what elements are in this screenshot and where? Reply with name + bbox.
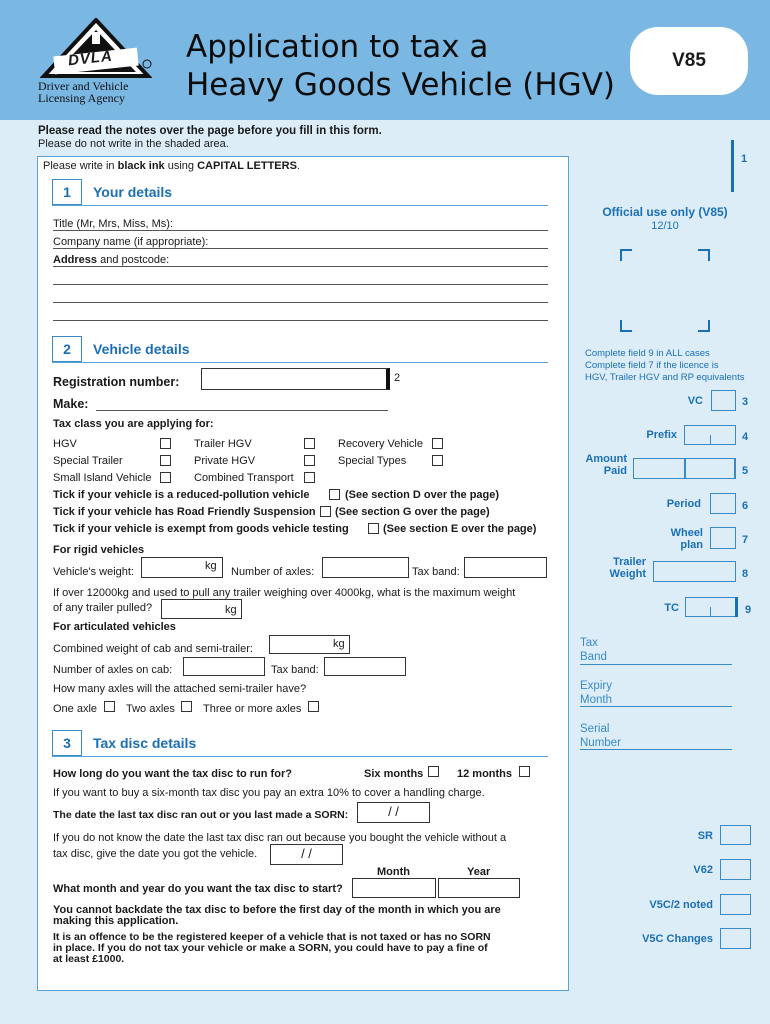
class-private-hgv-label: Private HGV — [194, 455, 256, 467]
period-box[interactable] — [710, 493, 736, 514]
trailer-weight-question-2: of any trailer pulled? — [53, 602, 153, 614]
v5c-changes-label: V5C Changes — [642, 933, 713, 945]
v5c2-label: V5C/2 noted — [649, 899, 713, 911]
registration-input[interactable] — [201, 368, 390, 390]
official-top-marker — [731, 140, 734, 192]
registration-field-num: 2 — [394, 372, 401, 384]
tick-exempt-ref: (See section E over the page) — [383, 523, 537, 535]
six-month-note: If you want to buy a six-month tax disc you pay an extra 10% to cover a handling charge. — [53, 787, 485, 799]
one-axle-label: One axle — [53, 703, 98, 715]
tc-num: 9 — [745, 604, 752, 616]
tick-reduced-pollution-ref: (See section D over the page) — [345, 489, 500, 501]
tick-exempt-label: Tick if your vehicle is exempt from goods vehicle testing — [53, 523, 349, 535]
offence-note-2: in place. If you do not tax your vehicle or make a SORN, you could have to pay a fine of — [53, 942, 488, 954]
semi-axles-question: How many axles will the attached semi-trailer have? — [53, 683, 307, 695]
road-friendly-checkbox[interactable] — [320, 506, 331, 517]
section-1-number: 1 — [52, 179, 82, 205]
amount-paid-label: Amount Paid — [585, 453, 627, 477]
class-recovery-label: Recovery Vehicle — [338, 438, 423, 450]
make-label: Make: — [53, 397, 89, 411]
section-2-number: 2 — [52, 336, 82, 362]
three-axles-checkbox[interactable] — [308, 701, 319, 712]
v5c-changes-box[interactable] — [720, 928, 751, 949]
section-2-rule — [52, 362, 548, 363]
stamp-corner-br-icon — [698, 320, 710, 332]
v62-label: V62 — [693, 864, 713, 876]
agency-line2: Licensing Agency — [38, 91, 125, 105]
class-hgv-label: HGV — [53, 438, 77, 450]
tick-road-friendly-label: Tick if your vehicle has Road Friendly Suspension — [53, 506, 316, 518]
class-combined-label: Combined Transport — [194, 472, 294, 484]
tc-marker — [735, 597, 738, 617]
address-field-2[interactable] — [53, 284, 548, 285]
rigid-heading: For rigid vehicles — [53, 544, 145, 556]
combined-weight-label: Combined weight of cab and semi-trailer: — [53, 643, 253, 655]
section-3-title: Tax disc details — [93, 735, 197, 751]
wheel-plan-label: Wheel plan — [670, 527, 703, 551]
tax-band-official-line[interactable] — [580, 664, 732, 665]
address-label: Address and postcode: — [53, 254, 170, 266]
title-line1: Application to tax a — [186, 29, 489, 65]
six-months-checkbox[interactable] — [428, 766, 439, 777]
three-axles-label: Three or more axles — [203, 703, 302, 715]
official-heading: Official use only (V85) — [602, 205, 728, 219]
trailer-weight-official-num: 8 — [742, 568, 749, 580]
tax-band-input[interactable] — [464, 557, 547, 578]
tax-class-label: Tax class you are applying for: — [53, 418, 214, 430]
tc-label: TC — [664, 602, 679, 614]
start-month-input[interactable] — [352, 878, 436, 898]
class-trailer-hgv-checkbox[interactable] — [304, 438, 315, 449]
section-3-number: 3 — [52, 730, 82, 756]
cab-axles-input[interactable] — [183, 657, 265, 676]
two-axles-checkbox[interactable] — [181, 701, 192, 712]
official-note-1: Complete field 9 in ALL cases — [585, 348, 710, 359]
twelve-months-checkbox[interactable] — [519, 766, 530, 777]
reduced-pollution-checkbox[interactable] — [329, 489, 340, 500]
sorn-date-input[interactable]: / / — [357, 802, 430, 823]
agency-line1: Driver and Vehicle — [38, 79, 129, 93]
official-note-3: HGV, Trailer HGV and RP equivalents — [585, 372, 745, 383]
amount-divider — [684, 458, 686, 479]
trailer-weight-official-label: Trailer Weight — [609, 556, 646, 580]
artic-heading: For articulated vehicles — [53, 621, 176, 633]
class-small-island-label: Small Island Vehicle — [53, 472, 152, 484]
six-months-label: Six months — [364, 768, 424, 780]
backdate-note-2: making this application. — [53, 915, 179, 927]
period-num: 6 — [742, 500, 749, 512]
tick-reduced-pollution-label: Tick if your vehicle is a reduced-pollution vehicle — [53, 489, 310, 501]
address-field-3[interactable] — [53, 302, 548, 303]
exempt-checkbox[interactable] — [368, 523, 379, 534]
class-special-types-label: Special Types — [338, 455, 407, 467]
tax-band-2-input[interactable] — [324, 657, 406, 676]
section-1-title: Your details — [93, 184, 173, 200]
company-field[interactable] — [53, 248, 548, 249]
trailer-weight-question: If over 12000kg and used to pull any trailer weighing over 4000kg, what is the maximum weight — [53, 587, 516, 599]
v62-box[interactable] — [720, 859, 751, 880]
class-recovery-checkbox[interactable] — [432, 438, 443, 449]
prefix-label: Prefix — [646, 429, 677, 441]
form-code-badge: V85 — [630, 27, 748, 95]
one-axle-checkbox[interactable] — [104, 701, 115, 712]
twelve-months-label: 12 months — [457, 768, 513, 780]
serial-number-line[interactable] — [580, 749, 732, 750]
trailer-weight-official-box[interactable] — [653, 561, 736, 582]
section-2-title: Vehicle details — [93, 341, 190, 357]
vc-num: 3 — [742, 396, 749, 408]
vc-box[interactable] — [711, 390, 736, 411]
title-line2: Heavy Goods Vehicle (HGV) — [186, 67, 616, 103]
axles-input[interactable] — [322, 557, 409, 578]
trailer-weight-unit: kg — [225, 604, 237, 616]
duration-question: How long do you want the tax disc to run for? — [53, 768, 292, 780]
instruction-read-notes: Please read the notes over the page before you fill in this form. — [38, 125, 382, 137]
wheel-plan-box[interactable] — [710, 527, 736, 549]
ink-instruction: Please write in black ink using CAPITAL LETTERS. — [43, 160, 300, 172]
title-field[interactable] — [53, 230, 548, 231]
class-small-island-checkbox[interactable] — [160, 472, 171, 483]
prefix-divider — [710, 435, 711, 445]
address-field-4[interactable] — [53, 320, 548, 321]
start-question: What month and year do you want the tax disc to start? — [53, 883, 343, 895]
vehicle-weight-unit: kg — [205, 560, 217, 572]
stamp-corner-tr-icon — [698, 249, 710, 261]
official-top-num: 1 — [741, 153, 748, 165]
amount-paid-num: 5 — [742, 465, 749, 477]
sr-box[interactable] — [720, 825, 751, 845]
start-year-input[interactable] — [438, 878, 520, 898]
official-note-2: Complete field 7 if the licence is — [585, 360, 719, 371]
instructions — [38, 125, 382, 151]
class-private-hgv-checkbox[interactable] — [304, 455, 315, 466]
tax-band-official-label: Tax Band — [580, 637, 607, 663]
official-notes — [585, 348, 744, 384]
sr-label: SR — [697, 830, 713, 842]
section-1-rule — [52, 205, 548, 206]
tax-band-label: Tax band: — [412, 566, 460, 578]
class-special-types-checkbox[interactable] — [432, 455, 443, 466]
axles-label: Number of axles: — [231, 566, 315, 578]
company-label: Company name (if appropriate): — [53, 236, 209, 248]
vc-label: VC — [687, 395, 703, 407]
registration-label: Registration number: — [53, 375, 180, 389]
stamp-corner-bl-icon — [620, 320, 632, 332]
cab-axles-label: Number of axles on cab: — [53, 664, 173, 676]
make-field[interactable] — [96, 410, 388, 411]
class-hgv-checkbox[interactable] — [160, 438, 171, 449]
vehicle-weight-label: Vehicle's weight: — [53, 566, 134, 578]
logo-wordmark: DVLA — [67, 47, 114, 70]
agency-name — [38, 80, 128, 104]
period-label: Period — [666, 498, 701, 510]
official-version: 12/10 — [651, 220, 679, 232]
address-field-1[interactable] — [53, 266, 548, 267]
class-special-trailer-label: Special Trailer — [53, 455, 123, 467]
tick-road-friendly-ref: (See section G over the page) — [335, 506, 490, 518]
application-form — [37, 156, 569, 991]
unknown-date-note: If you do not know the date the last tax disc ran out because you bought the vehicle without a — [53, 832, 507, 844]
v5c2-box[interactable] — [720, 894, 751, 915]
instruction-shaded: Please do not write in the shaded area. — [38, 138, 229, 150]
offence-note: It is an offence to be the registered keeper of a vehicle that is not taxed or has no SORN — [53, 931, 491, 943]
section-3-rule — [52, 756, 548, 757]
page-title — [186, 28, 615, 104]
serial-number-label: Serial Number — [580, 723, 621, 749]
offence-note-3: at least £1000. — [53, 953, 125, 965]
stamp-corner-tl-icon — [620, 249, 632, 261]
title-label: Title (Mr, Mrs, Miss, Ms): — [53, 218, 173, 230]
expiry-month-label: Expiry Month — [580, 680, 612, 706]
vehicle-acquired-date-input[interactable]: / / — [270, 844, 343, 865]
unknown-date-note-2: tax disc, give the date you got the vehicle. — [53, 848, 258, 860]
wheel-plan-num: 7 — [742, 534, 749, 546]
year-heading: Year — [467, 866, 491, 878]
expiry-month-line[interactable] — [580, 706, 732, 707]
class-combined-checkbox[interactable] — [304, 472, 315, 483]
sorn-date-label: The date the last tax disc ran out or you last made a SORN: — [53, 809, 349, 821]
prefix-num: 4 — [742, 431, 749, 443]
combined-weight-unit: kg — [333, 638, 345, 650]
tax-band-2-label: Tax band: — [271, 664, 319, 676]
class-trailer-hgv-label: Trailer HGV — [194, 438, 252, 450]
tc-divider — [710, 607, 711, 617]
header-band — [0, 0, 770, 120]
month-heading: Month — [377, 866, 410, 878]
backdate-note: You cannot backdate the tax disc to before the first day of the month in which you are — [53, 904, 501, 916]
class-special-trailer-checkbox[interactable] — [160, 455, 171, 466]
two-axles-label: Two axles — [126, 703, 175, 715]
